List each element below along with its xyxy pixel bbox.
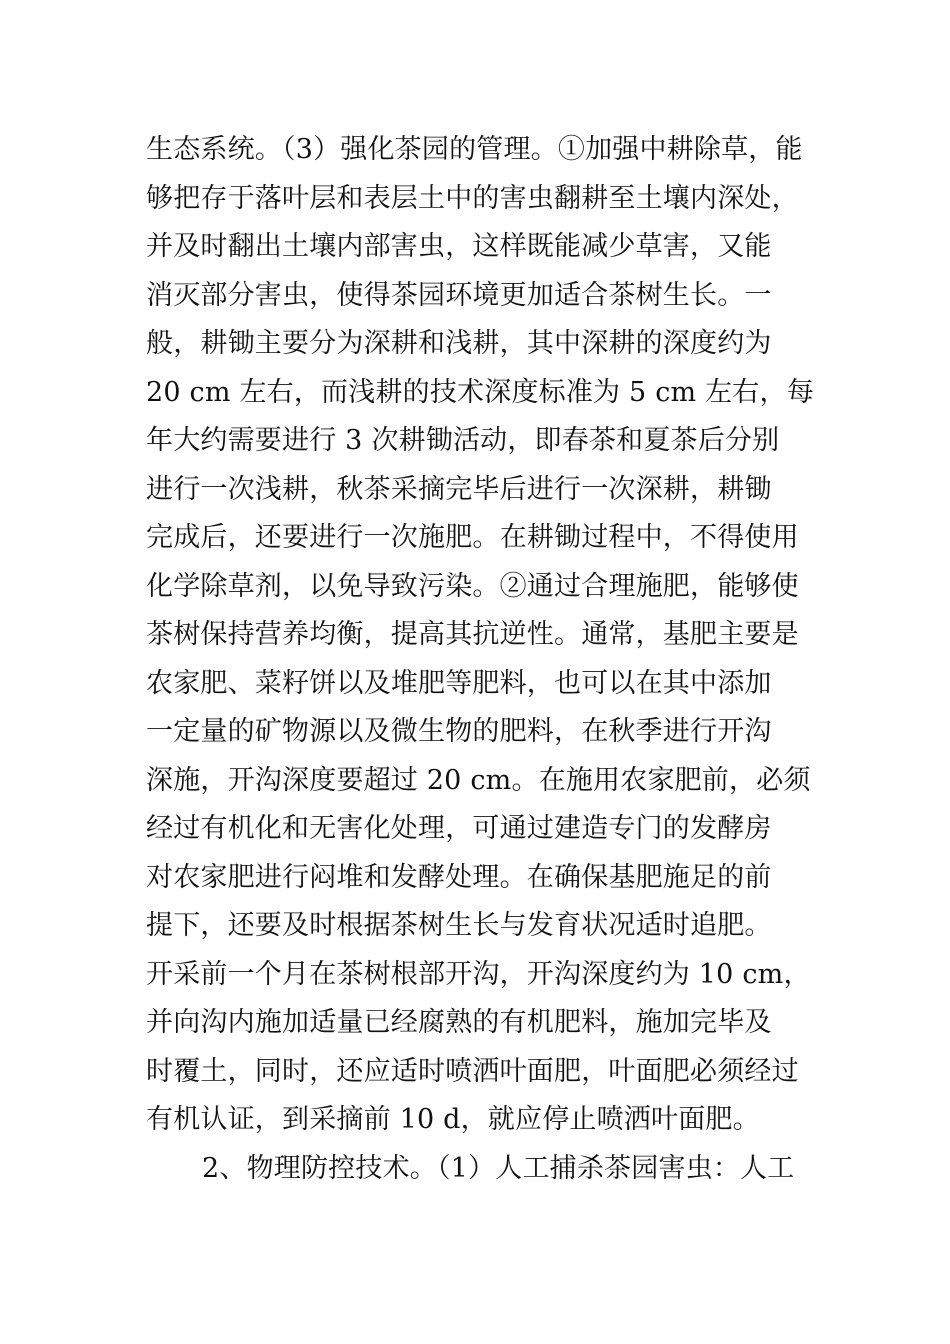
text-line: 时覆土，同时，还应适时喷洒叶面肥，叶面肥必须经过 (146, 1055, 799, 1087)
text-line: 并向沟内施加适量已经腐熟的有机肥料，施加完毕及 (146, 1007, 772, 1038)
text-line: 一定量的矿物源以及微生物的肥料，在秋季进行开沟 (146, 716, 772, 747)
text-line: 年大约需要进行 3 次耕锄活动，即春茶和夏茶后分别 (146, 425, 780, 456)
text-line: 完成后，还要进行一次施肥。在耕锄过程中，不得使用 (146, 522, 799, 553)
text-line: 对农家肥进行闷堆和发酵处理。在确保基肥施足的前 (146, 861, 772, 893)
paragraph-start-line: 2、物理防控技术。（1）人工捕杀茶园害虫：人工 (202, 1152, 795, 1184)
text-line: 茶树保持营养均衡，提高其抗逆性。通常，基肥主要是 (146, 619, 799, 650)
text-line: 并及时翻出土壤内部害虫，这样既能减少草害，又能 (146, 231, 772, 262)
text-line: 20 cm 左右，而浅耕的技术深度标准为 5 cm 左右，每 (146, 376, 814, 408)
body-text (146, 126, 816, 1193)
text-line: 般，耕锄主要分为深耕和浅耕，其中深耕的深度约为 (146, 328, 772, 359)
text-line: 开采前一个月在茶树根部开沟，开沟深度约为 10 cm， (146, 958, 811, 990)
text-line: 深施，开沟深度要超过 20 cm。在施用农家肥前，必须 (146, 764, 811, 796)
text-line: 进行一次浅耕，秋茶采摘完毕后进行一次深耕，耕锄 (146, 473, 772, 505)
text-line: 化学除草剂，以免导致污染。②通过合理施肥，能够使 (146, 570, 799, 602)
text-line: 够把存于落叶层和表层土中的害虫翻耕至土壤内深处， (146, 182, 799, 214)
text-line: 提下，还要及时根据茶树生长与发育状况适时追肥。 (146, 910, 772, 941)
text-line: 经过有机化和无害化处理，可通过建造专门的发酵房 (146, 813, 772, 844)
text-line: 农家肥、菜籽饼以及堆肥等肥料，也可以在其中添加 (146, 667, 772, 699)
text-line: 生态系统。（3）强化茶园的管理。①加强中耕除草，能 (146, 134, 803, 165)
text-line: 有机认证，到采摘前 10 d，就应停止喷洒叶面肥。 (146, 1104, 760, 1135)
text-line: 消灭部分害虫，使得茶园环境更加适合茶树生长。一 (146, 279, 772, 311)
